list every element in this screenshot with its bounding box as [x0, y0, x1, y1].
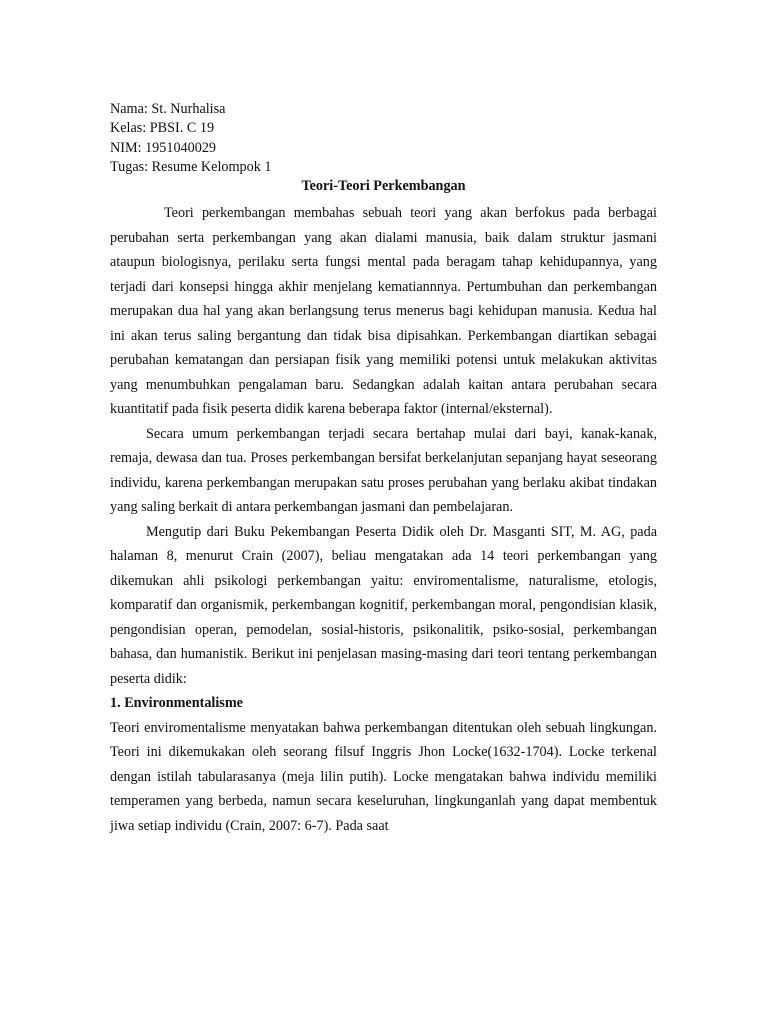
- student-name: Nama: St. Nurhalisa: [110, 101, 226, 117]
- section-text-environmentalisme: Teori enviromentalisme menyatakan bahwa perkembangan ditentukan oleh sebuah lingkungan. Teori ini dikemukakan oleh seorang filsuf Inggris Jhon Locke(1632-1704). Locke terkenal dengan istilah tabularasanya (meja lilin putih). Locke mengatakan bahwa individu memiliki temperamen yang berbeda, namun secara keseluruhan, lingkunganlah yang dapat membentuk jiwa setiap individu (Crain, 2007: 6-7). Pada saat: [110, 719, 657, 834]
- document-content: [110, 100, 657, 838]
- paragraph-intro: Teori perkembangan membahas sebuah teori yang akan berfokus pada berbagai perubahan serta perkembangan yang akan dialami manusia, baik dalam struktur jasmani ataupun biologisnya, perilaku serta fungsi mental pada beragam tahap kehidupannya, yang terjadi dari konsepsi hingga akhir menjelang kematiannnya. Pertumbuhan dan perkembangan merupakan dua hal yang akan berlangsung terus menerus bagi kehidupan manusia. Kedua hal ini akan terus saling bergantung dan tidak bisa dipisahkan. Perkembangan diartikan sebagai perubahan kematangan dan persiapan fisik yang memiliki potensi untuk melakukan aktivitas yang menumbuhkan pengalaman baru. Sedangkan adalah kaitan antara perubahan secara kuantitatif pada fisik peserta didik karena beberapa faktor (internal/eksternal).: [110, 205, 657, 418]
- paragraph-general: Secara umum perkembangan terjadi secara bertahap mulai dari bayi, kanak-kanak, remaja, dewasa dan tua. Proses perkembangan bersifat berkelanjutan sepanjang hayat seseorang individu, karena perkembangan merupakan satu proses perubahan yang berlaku akibat tindakan yang saling berkait di antara perkembangan jasmani dan pembelajaran.: [110, 425, 657, 516]
- document-title: Teori-Teori Perkembangan: [301, 178, 466, 195]
- assignment-label: Tugas: Resume Kelompok 1: [110, 158, 272, 175]
- section-heading-environmentalisme: 1. Environmentalisme: [110, 695, 243, 712]
- paragraph-quote: Mengutip dari Buku Pekembangan Peserta Didik oleh Dr. Masganti SIT, M. AG, pada halaman 8, menurut Crain (2007), beliau mengatakan ada 14 teori perkembangan yang dikemukan ahli psikologi perkembangan yaitu: enviromentalisme, naturalisme, etologis, komparatif dan organismik, perkembangan kognitif, perkembangan moral, pengondisian klasik, pengondisian operan, pemodelan, sosial-historis, psikonalitik, psiko-sosial, perkembangan bahasa, dan humanistik. Berikut ini penjelasan masing-masing dari teori tentang perkembangan peserta didik:: [110, 523, 657, 687]
- student-class: Kelas: PBSI. C 19: [110, 120, 215, 137]
- student-nim: NIM: 1951040029: [110, 139, 217, 156]
